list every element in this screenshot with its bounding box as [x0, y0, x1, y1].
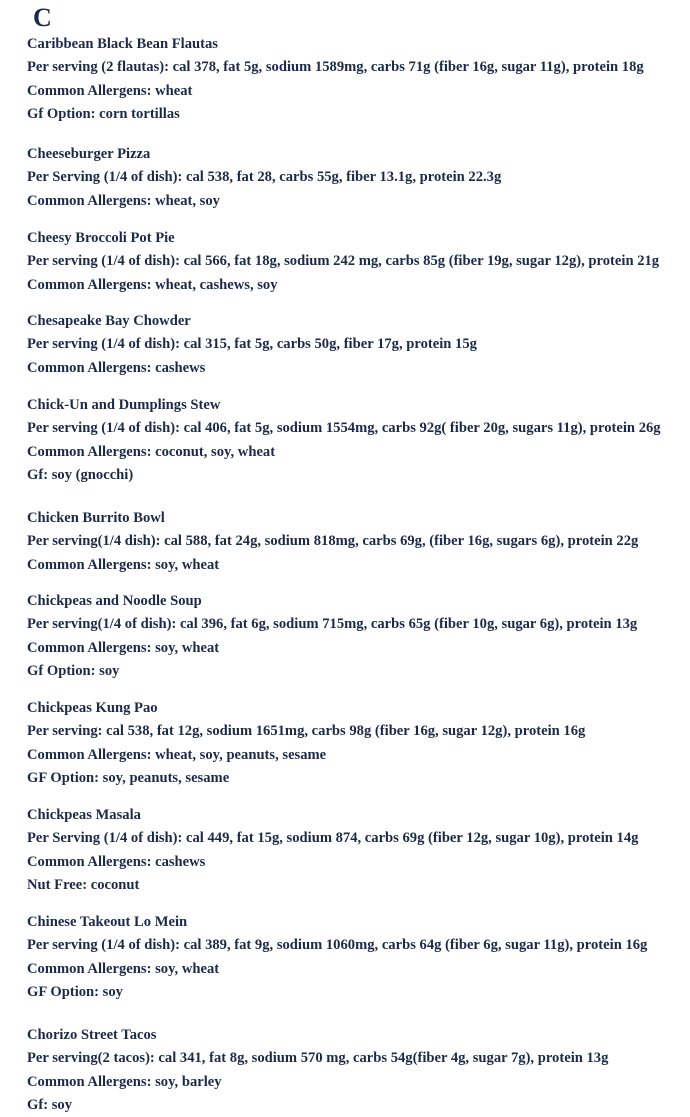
option-line: Gf Option: soy	[27, 662, 120, 679]
recipe-entry	[27, 804, 682, 897]
recipe-entry	[27, 143, 682, 213]
recipe-entry	[27, 507, 682, 577]
recipe-name: Cheeseburger Pizza	[27, 146, 151, 162]
recipe-name: Chorizo Street Tacos	[27, 1027, 157, 1043]
nutrition-line: Per serving(1/4 dish): cal 588, fat 24g, sodium 818mg, carbs 69g, (fiber 16g, sugars 6g), protein 22g	[27, 533, 639, 550]
nutrition-line: Per serving (1/4 of dish): cal 566, fat 18g, sodium 242 mg, carbs 85g (fiber 19g, sugar 12g), protein 21g	[27, 253, 660, 270]
option-line: Gf: soy	[27, 1096, 72, 1113]
recipe-name: Chickpeas Kung Pao	[27, 700, 158, 716]
nutrition-line: Per serving (1/4 of dish): cal 406, fat 5g, sodium 1554mg, carbs 92g( fiber 20g, sugars 11g), protein 26g	[27, 420, 661, 437]
recipe-name: Caribbean Black Bean Flautas	[27, 36, 218, 52]
nutrition-line: Per serving (1/4 of dish): cal 389, fat 9g, sodium 1060mg, carbs 64g (fiber 6g, sugar 11g), protein 16g	[27, 937, 648, 954]
allergens-line: Common Allergens: wheat	[27, 82, 193, 99]
nutrition-line: Per serving: cal 538, fat 12g, sodium 1651mg, carbs 98g (fiber 16g, sugar 12g), protein 16g	[27, 723, 586, 740]
recipe-entry	[27, 697, 682, 790]
option-line: Nut Free: coconut	[27, 876, 140, 893]
option-line: Gf: soy (gnocchi)	[27, 466, 134, 483]
option-line: GF Option: soy	[27, 983, 123, 1000]
recipe-entry	[27, 310, 682, 380]
nutrition-line: Per serving(1/4 of dish): cal 396, fat 6g, sodium 715mg, carbs 65g (fiber 10g, sugar 6g), protein 13g	[27, 616, 638, 633]
recipe-name: Chickpeas and Noodle Soup	[27, 593, 202, 609]
allergens-line: Common Allergens: cashews	[27, 359, 206, 376]
recipe-entry	[27, 33, 682, 126]
recipe-entry	[27, 1024, 682, 1117]
recipe-entry	[27, 394, 682, 487]
nutrition-line: Per serving(2 tacos): cal 341, fat 8g, sodium 570 mg, carbs 54g(fiber 4g, sugar 7g), protein 13g	[27, 1050, 609, 1067]
recipe-entry	[27, 911, 682, 1004]
allergens-line: Common Allergens: soy, wheat	[27, 639, 220, 656]
nutrition-line: Per Serving (1/4 of dish): cal 449, fat 15g, sodium 874, carbs 69g (fiber 12g, sugar 10g), protein 14g	[27, 830, 639, 847]
recipe-name: Cheesy Broccoli Pot Pie	[27, 230, 175, 246]
recipe-name: Chickpeas Masala	[27, 807, 141, 823]
nutrition-line: Per serving (1/4 of dish): cal 315, fat 5g, carbs 50g, fiber 17g, protein 15g	[27, 336, 477, 353]
allergens-line: Common Allergens: soy, wheat	[27, 556, 220, 573]
recipe-name: Chick-Un and Dumplings Stew	[27, 397, 221, 413]
section-letter: C	[33, 3, 52, 32]
nutrition-line: Per serving (2 flautas): cal 378, fat 5g, sodium 1589mg, carbs 71g (fiber 16g, sugar 11g), protein 18g	[27, 59, 644, 76]
recipe-name: Chinese Takeout Lo Mein	[27, 914, 188, 930]
allergens-line: Common Allergens: wheat, soy	[27, 192, 220, 209]
allergens-line: Common Allergens: wheat, cashews, soy	[27, 276, 278, 293]
recipe-name: Chicken Burrito Bowl	[27, 510, 165, 526]
allergens-line: Common Allergens: wheat, soy, peanuts, sesame	[27, 746, 327, 763]
recipe-entry	[27, 590, 682, 683]
nutrition-line: Per Serving (1/4 of dish): cal 538, fat 28, carbs 55g, fiber 13.1g, protein 22.3g	[27, 169, 502, 186]
option-line: GF Option: soy, peanuts, sesame	[27, 769, 230, 786]
recipe-name: Chesapeake Bay Chowder	[27, 313, 191, 329]
allergens-line: Common Allergens: coconut, soy, wheat	[27, 443, 276, 460]
option-line: Gf Option: corn tortillas	[27, 105, 180, 122]
allergens-line: Common Allergens: soy, barley	[27, 1073, 222, 1090]
recipe-entry	[27, 227, 682, 297]
allergens-line: Common Allergens: cashews	[27, 853, 206, 870]
allergens-line: Common Allergens: soy, wheat	[27, 960, 220, 977]
